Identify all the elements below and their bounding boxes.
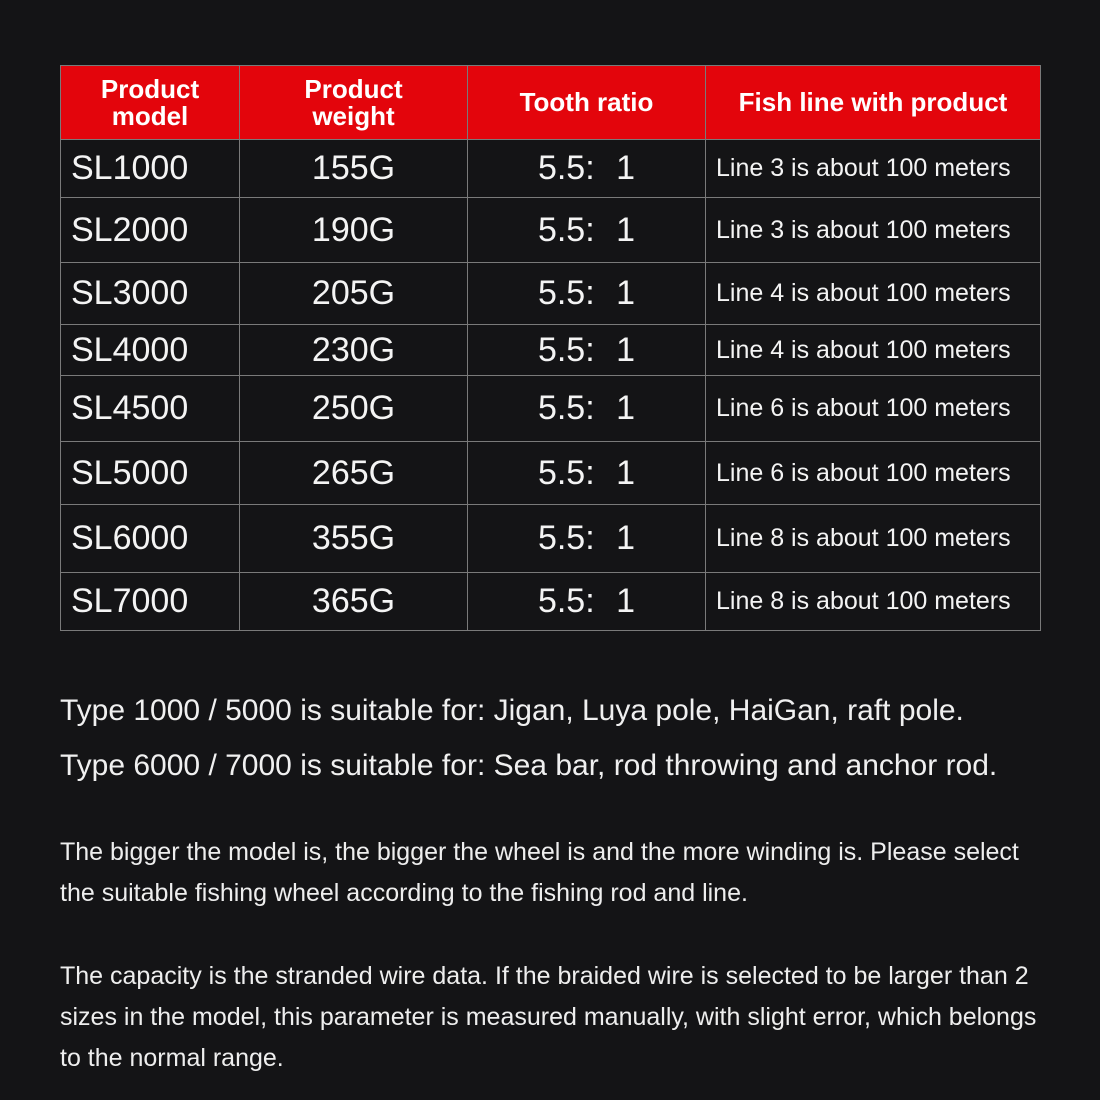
weight-cell: 365G [240,573,468,631]
model-cell: SL4000 [61,325,240,376]
table-row [61,376,1041,442]
weight-cell: 250G [240,376,468,442]
header-tooth-ratio: Tooth ratio [468,66,706,140]
table-row [61,263,1041,325]
line-cell: Line 4 is about 100 meters [706,325,1041,376]
header-row [61,66,1041,140]
ratio-cell: 5.5: 1 [468,198,706,263]
type-6000-7000-note: Type 6000 / 7000 is suitable for: Sea bar, rod throwing and anchor rod. [60,749,998,782]
weight-cell: 190G [240,198,468,263]
ratio-cell: 5.5: 1 [468,376,706,442]
ratio-cell: 5.5: 1 [468,325,706,376]
ratio-cell: 5.5: 1 [468,573,706,631]
model-cell: SL1000 [61,140,240,198]
weight-cell: 205G [240,263,468,325]
model-cell: SL7000 [61,573,240,631]
spec-table [60,65,1041,631]
header-product-model: Product model [61,66,240,140]
weight-cell: 230G [240,325,468,376]
table-row [61,198,1041,263]
table-row [61,573,1041,631]
ratio-cell: 5.5: 1 [468,442,706,505]
line-cell: Line 3 is about 100 meters [706,140,1041,198]
header-fish-line: Fish line with product [706,66,1041,140]
line-cell: Line 6 is about 100 meters [706,376,1041,442]
model-cell: SL4500 [61,376,240,442]
type-1000-5000-note: Type 1000 / 5000 is suitable for: Jigan, Luya pole, HaiGan, raft pole. [60,694,964,727]
model-size-note: The bigger the model is, the bigger the wheel is and the more winding is. Please select the suitable fishing wheel according to the fishing rod and line. [60,838,1019,907]
table-row [61,442,1041,505]
capacity-note: The capacity is the stranded wire data. If the braided wire is selected to be larger than 2 sizes in the model, this parameter is measured manually, with slight error, which belongs to the normal range. [60,962,1037,1072]
table-row [61,325,1041,376]
model-cell: SL5000 [61,442,240,505]
weight-cell: 355G [240,505,468,573]
table-row [61,140,1041,198]
model-cell: SL3000 [61,263,240,325]
model-cell: SL2000 [61,198,240,263]
line-cell: Line 6 is about 100 meters [706,442,1041,505]
ratio-cell: 5.5: 1 [468,505,706,573]
header-product-weight: Product weight [240,66,468,140]
ratio-cell: 5.5: 1 [468,140,706,198]
model-cell: SL6000 [61,505,240,573]
ratio-cell: 5.5: 1 [468,263,706,325]
weight-cell: 155G [240,140,468,198]
table-row [61,505,1041,573]
line-cell: Line 8 is about 100 meters [706,573,1041,631]
line-cell: Line 4 is about 100 meters [706,263,1041,325]
line-cell: Line 3 is about 100 meters [706,198,1041,263]
weight-cell: 265G [240,442,468,505]
line-cell: Line 8 is about 100 meters [706,505,1041,573]
